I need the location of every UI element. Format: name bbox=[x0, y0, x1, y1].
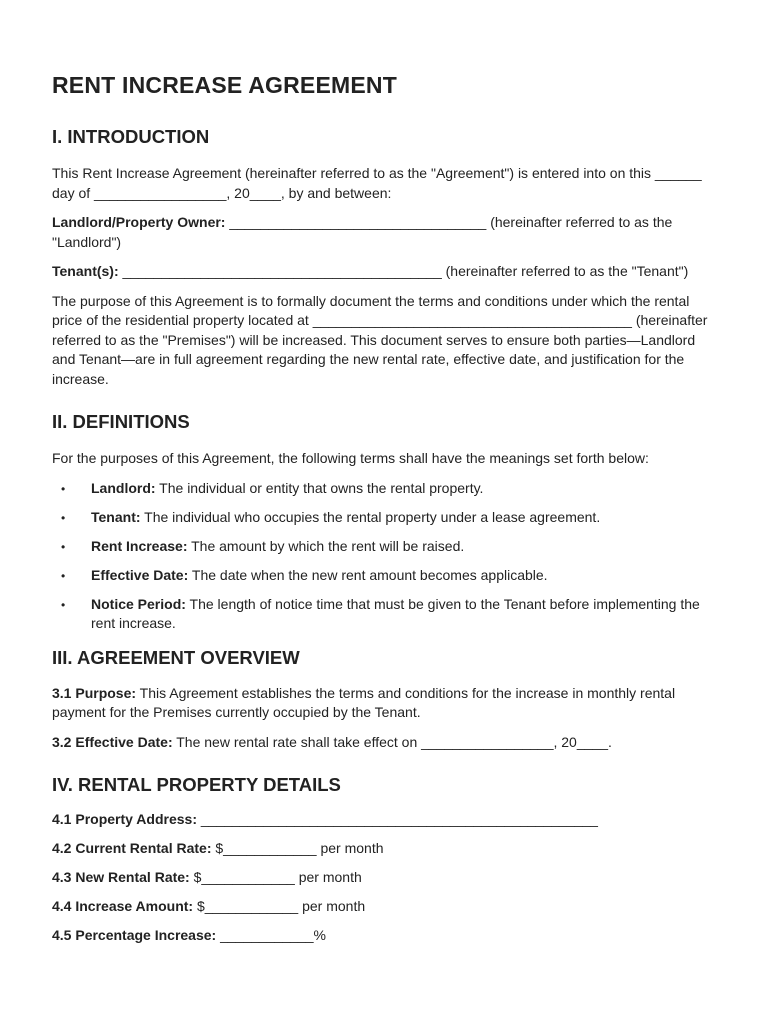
property-label: 4.5 Percentage Increase: bbox=[52, 927, 217, 943]
property-label: 4.1 Property Address: bbox=[52, 811, 197, 827]
definition-text: The individual or entity that owns the rental property. bbox=[155, 479, 484, 496]
property-address-line bbox=[52, 810, 718, 830]
definition-term: Landlord: bbox=[91, 479, 156, 496]
definition-term: Rent Increase: bbox=[91, 537, 188, 554]
section-heading-introduction: I. INTRODUCTION bbox=[52, 126, 210, 147]
overview-purpose-label: 3.1 Purpose: bbox=[52, 684, 137, 701]
current-rate-line bbox=[52, 839, 718, 859]
overview-effective-date bbox=[52, 733, 718, 753]
increase-amount-line bbox=[52, 897, 718, 917]
definition-text: The length of notice time that must be given to the Tenant before implementing the rent increase. bbox=[91, 595, 700, 631]
landlord-label: Landlord/Property Owner: bbox=[52, 214, 226, 230]
landlord-line bbox=[52, 213, 718, 252]
list-item bbox=[52, 566, 718, 586]
definition-term: Notice Period: bbox=[91, 595, 186, 612]
tenant-line bbox=[52, 262, 718, 282]
tenant-text: _________________________________________ (hereinafter referred to as the "Tenant") bbox=[118, 263, 689, 279]
intro-paragraph: This Rent Increase Agreement (hereinafter referred to as the "Agreement") is entered into on this ______ day of _________________, 20____, by and between: bbox=[52, 165, 702, 201]
property-value: $____________ per month bbox=[193, 898, 366, 914]
bullet-icon: • bbox=[61, 568, 66, 583]
section-heading-overview: III. AGREEMENT OVERVIEW bbox=[52, 646, 300, 668]
property-value: $____________ per month bbox=[189, 869, 362, 885]
property-label: 4.3 New Rental Rate: bbox=[52, 869, 190, 885]
property-value: ___________________________________________________ bbox=[196, 811, 598, 827]
section-heading-definitions: II. DEFINITIONS bbox=[52, 411, 190, 432]
purpose-paragraph: The purpose of this Agreement is to formally document the terms and conditions under which the rental price of the residential property located at _________________________________________ (hereinafter referred to as the "Premises") will be increased. This document serves to ensure both parties—Landlord and Tenant—are in full agreement regarding the new rental rate, effective date, and justification for the increase. bbox=[52, 292, 708, 387]
property-label: 4.2 Current Rental Rate: bbox=[52, 840, 212, 856]
bullet-icon: • bbox=[61, 597, 66, 612]
new-rate-line bbox=[52, 868, 718, 888]
section-heading-property-details: IV. RENTAL PROPERTY DETAILS bbox=[52, 774, 341, 795]
definitions-lead: For the purposes of this Agreement, the following terms shall have the meanings set forth below: bbox=[52, 450, 649, 466]
definitions-list bbox=[52, 479, 718, 634]
definition-term: Effective Date: bbox=[91, 566, 189, 583]
overview-purpose bbox=[52, 684, 718, 723]
list-item bbox=[52, 479, 718, 499]
bullet-icon: • bbox=[61, 539, 66, 554]
property-value: $____________ per month bbox=[211, 840, 384, 856]
document-title: RENT INCREASE AGREEMENT bbox=[52, 72, 397, 98]
definition-text: The amount by which the rent will be raised. bbox=[187, 537, 465, 554]
list-item bbox=[52, 595, 718, 634]
property-value: ____________% bbox=[216, 927, 326, 943]
effective-date-label: 3.2 Effective Date: bbox=[52, 733, 173, 750]
bullet-icon: • bbox=[61, 481, 66, 496]
bullet-icon: • bbox=[61, 510, 66, 525]
list-item bbox=[52, 537, 718, 557]
overview-purpose-text: This Agreement establishes the terms and conditions for the increase in monthly rental payment for the Premises currently occupied by the Tenant. bbox=[52, 684, 676, 720]
tenant-label: Tenant(s): bbox=[52, 263, 119, 279]
definition-text: The individual who occupies the rental property under a lease agreement. bbox=[140, 508, 601, 525]
list-item bbox=[52, 508, 718, 528]
definition-term: Tenant: bbox=[91, 508, 141, 525]
percentage-increase-line bbox=[52, 926, 718, 946]
effective-date-text: The new rental rate shall take effect on _________________, 20____. bbox=[172, 733, 612, 750]
landlord-text: _________________________________ (hereinafter referred to as the "Landlord") bbox=[52, 214, 673, 250]
property-label: 4.4 Increase Amount: bbox=[52, 898, 194, 914]
definition-text: The date when the new rent amount becomes applicable. bbox=[188, 566, 548, 583]
